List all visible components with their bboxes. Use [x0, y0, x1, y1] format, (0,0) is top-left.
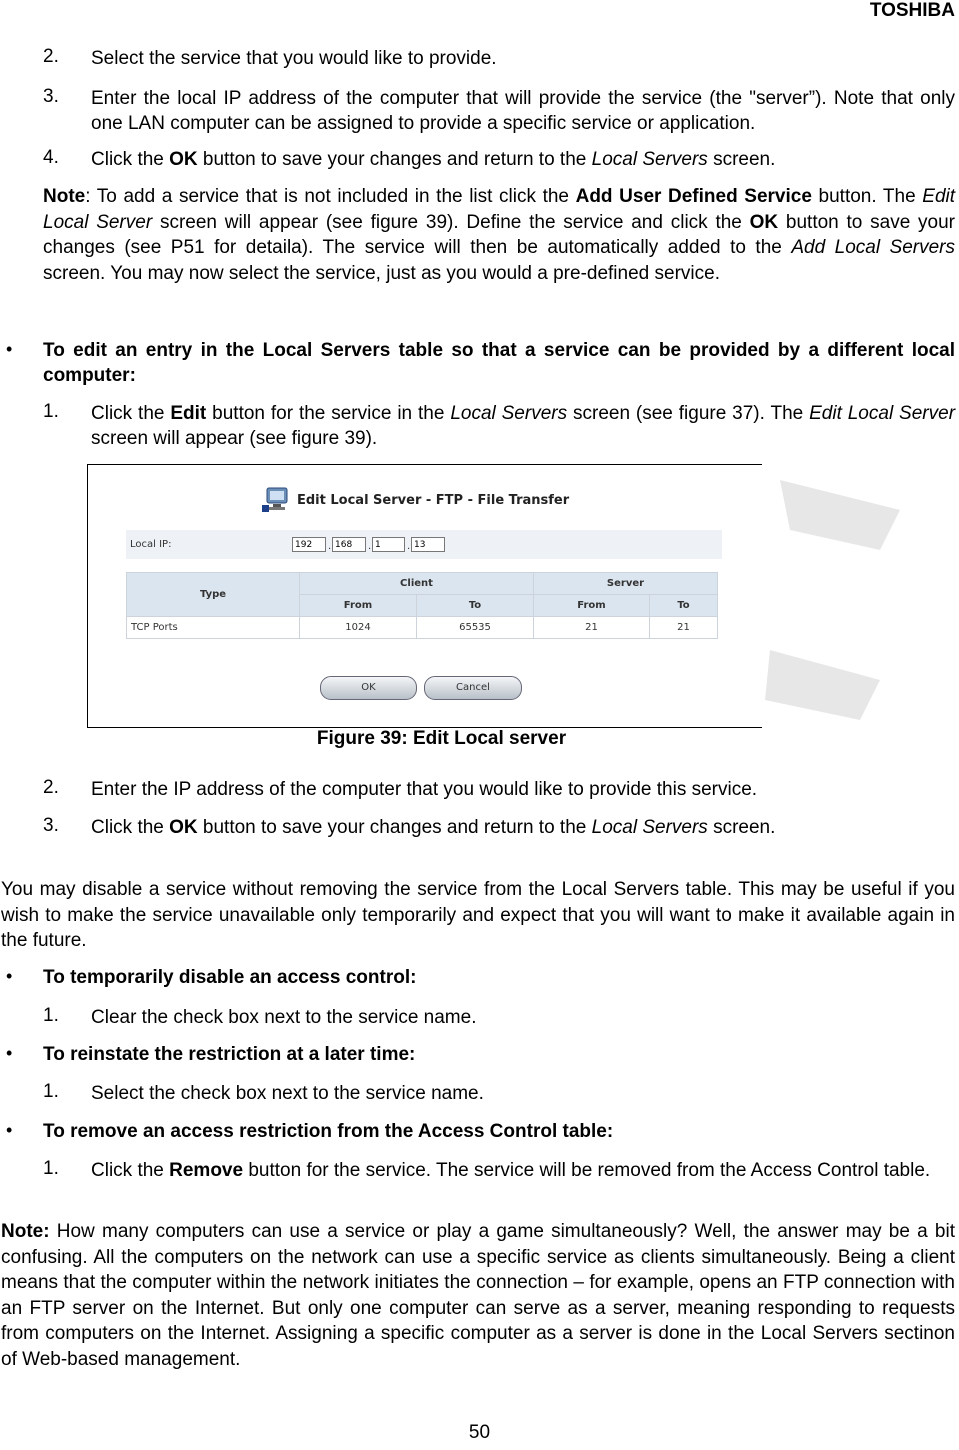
page-number: 50 — [468, 1422, 491, 1443]
step-text: Select the service that you would like to provide. — [91, 48, 497, 69]
watermark-logo — [760, 470, 910, 730]
section-heading: To remove an access restriction from the Access Control table: — [43, 1121, 614, 1142]
server-header: Server — [534, 573, 718, 595]
edit-local-server-screenshot — [87, 464, 762, 728]
bullet-icon: • — [6, 339, 13, 359]
server-to-cell: 21 — [650, 617, 718, 639]
client-from-header: From — [300, 595, 417, 617]
step-text: Click the OK button to save your changes and return to the Local Servers screen. — [91, 149, 776, 170]
ip-dot: . — [328, 541, 332, 552]
figure-caption: Figure 39: Edit Local server — [316, 728, 567, 749]
ip-octet-1-input[interactable]: 192 — [292, 537, 326, 552]
note-paragraph: Note: How many computers can use a service or play a game simultaneously? Well, the answer may be a bit confusing. All the computers on the network can use a specific service as clients simultaneously. Being a client means that the computer within the network initiates the connection – for example, opens an FTP connection with an FTP server on the Internet. But only one computer can serve as a server, meaning responding to requests from computers on the Internet. Assigning a specific computer as a server is done in the Local Servers sectinon of Web-based management. — [1, 1221, 955, 1370]
brand-header: TOSHIBA — [869, 0, 955, 21]
type-cell: TCP Ports — [127, 617, 300, 639]
client-header: Client — [300, 573, 534, 595]
ip-octet-2-input[interactable]: 168 — [332, 537, 366, 552]
section-heading: To temporarily disable an access control: — [43, 967, 417, 988]
ports-table — [126, 572, 718, 639]
figure-title: Edit Local Server - FTP - File Transfer — [297, 493, 570, 508]
step-number: 2. — [43, 777, 59, 798]
step-text: Click the Edit button for the service in the Local Servers screen (see figure 37). The Edit Local Server screen will appear (see figure 39). — [91, 403, 956, 449]
step-number: 2. — [43, 46, 59, 67]
step-number: 4. — [43, 147, 59, 168]
ok-ref: OK — [169, 149, 198, 170]
local-ip-label: Local IP: — [130, 539, 172, 550]
step-text: Clear the check box next to the service name. — [91, 1007, 477, 1028]
ip-octet-4-input[interactable]: 13 — [411, 537, 445, 552]
cancel-button[interactable]: Cancel — [424, 676, 522, 700]
step-number: 3. — [43, 815, 59, 836]
section-heading: To edit an entry in the Local Servers table so that a service can be provided by a different local computer: — [43, 340, 955, 386]
step-text: Click the OK button to save your changes and return to the Local Servers screen. — [91, 817, 776, 838]
step-text: Enter the IP address of the computer that you would like to provide this service. — [91, 779, 758, 800]
bullet-icon: • — [6, 1120, 13, 1140]
type-header: Type — [127, 573, 300, 617]
step-text: Click the Remove button for the service. The service will be removed from the Access Control table. — [91, 1160, 931, 1181]
server-from-header: From — [534, 595, 650, 617]
server-from-cell: 21 — [534, 617, 650, 639]
note-paragraph: Note: To add a service that is not included in the list click the Add User Defined Service button. The Edit Local Server screen will appear (see figure 39). Define the service and click the OK button to save your changes (see P51 for detaila). The service will then be automatically added to the Add Local Servers screen. You may now select the service, just as you would a pre-defined service. — [43, 186, 956, 284]
client-from-cell: 1024 — [300, 617, 417, 639]
step-number: 1. — [43, 1158, 59, 1179]
step-text: Select the check box next to the service name. — [91, 1083, 484, 1104]
section-heading: To reinstate the restriction at a later time: — [43, 1044, 416, 1065]
step-number: 1. — [43, 1005, 59, 1026]
ip-octet-3-input[interactable]: 1 — [372, 537, 405, 552]
server-to-header: To — [650, 595, 718, 617]
disable-paragraph: You may disable a service without removing the service from the Local Servers table. This may be useful if you wish to make the service unavailable only temporarily and expect that you will want to make it available again in the future. — [1, 879, 955, 951]
bullet-icon: • — [6, 966, 13, 986]
bullet-icon: • — [6, 1043, 13, 1063]
client-to-cell: 65535 — [417, 617, 534, 639]
ok-button[interactable]: OK — [320, 676, 417, 700]
client-to-header: To — [417, 595, 534, 617]
step-text: Enter the local IP address of the computer that will provide the service (the "server”). Note that only one LAN computer can be assigned to provide a specific service or application. — [91, 88, 955, 134]
step-number: 3. — [43, 86, 59, 107]
step-number: 1. — [43, 1081, 59, 1102]
ip-dot: . — [407, 541, 411, 552]
computer-icon — [261, 487, 291, 513]
ip-dot: . — [368, 541, 372, 552]
step-number: 1. — [43, 401, 59, 422]
